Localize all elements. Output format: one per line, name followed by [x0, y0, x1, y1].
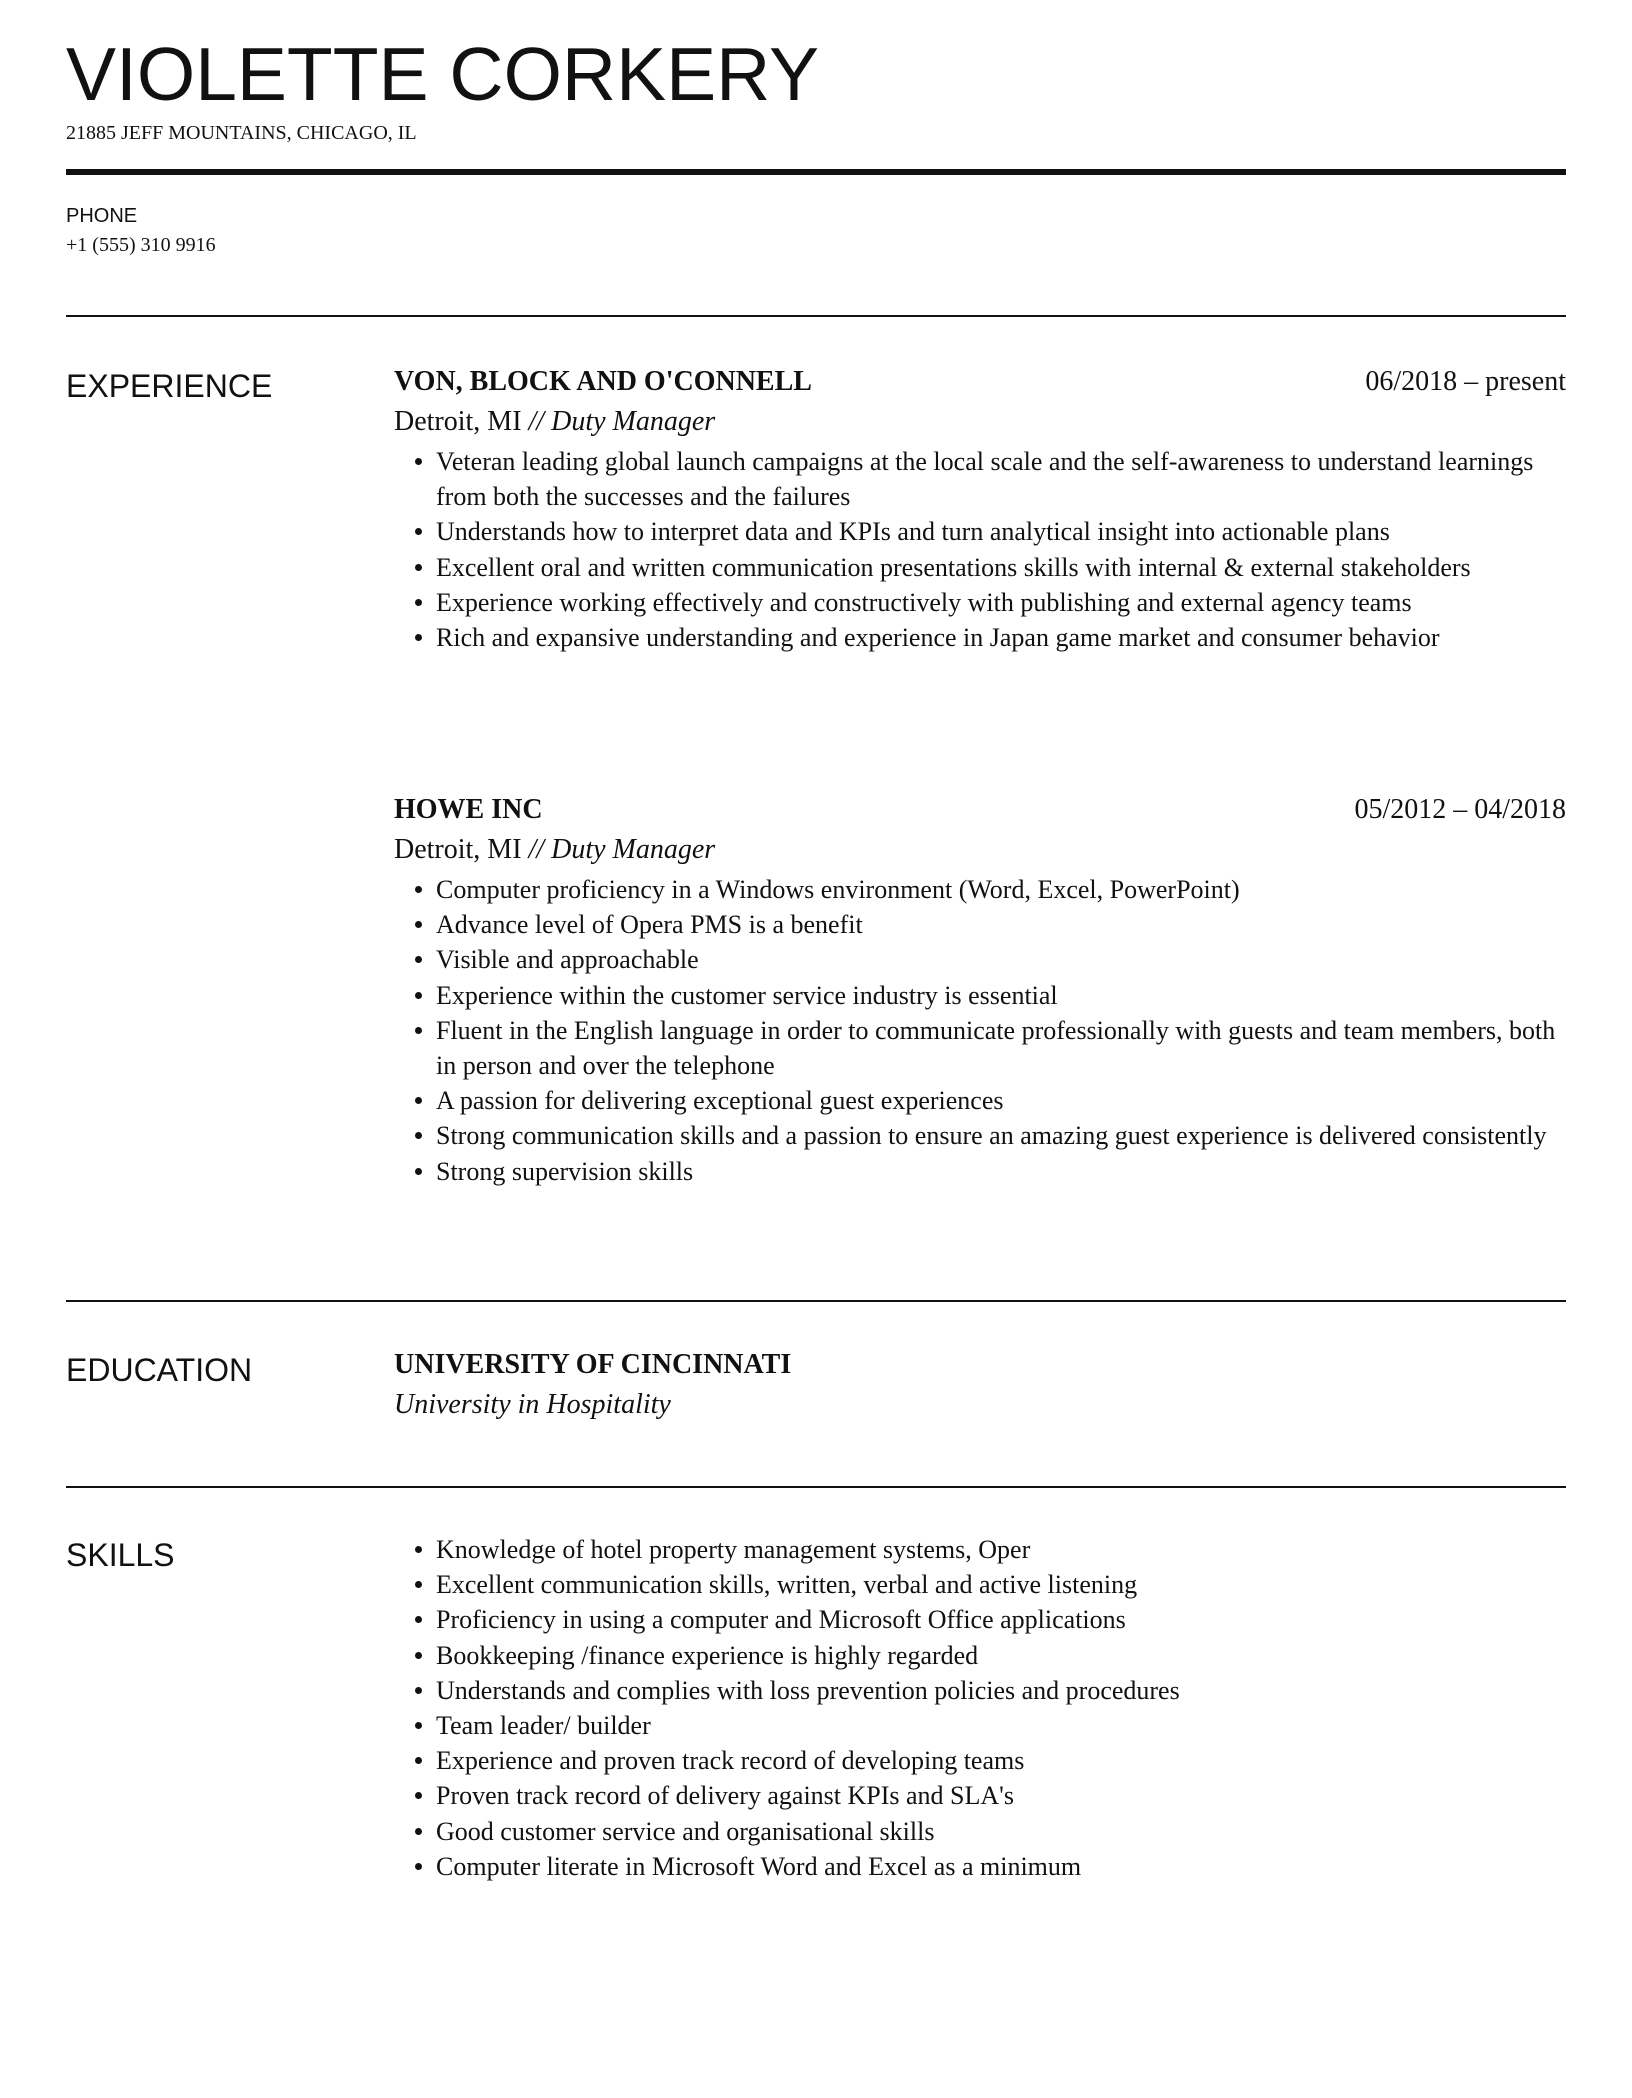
job-bullet: Fluent in the English language in order to communicate professionally with guests and team members, both in person and over the telephone — [394, 1013, 1566, 1083]
job-bullet: Understands how to interpret data and KPIs and turn analytical insight into actionable plans — [394, 514, 1566, 549]
job-bullet: Advance level of Opera PMS is a benefit — [394, 907, 1566, 942]
skill-item: Understands and complies with loss prevention policies and procedures — [394, 1673, 1566, 1708]
job-bullet: Computer proficiency in a Windows environment (Word, Excel, PowerPoint) — [394, 872, 1566, 907]
job-bullet: Visible and approachable — [394, 942, 1566, 977]
section-divider-experience — [66, 315, 1566, 317]
job-bullet: Strong communication skills and a passion to ensure an amazing guest experience is delivered consistently — [394, 1118, 1566, 1153]
education-section — [394, 1345, 1566, 1425]
job-bullet: Veteran leading global launch campaigns at the local scale and the self-awareness to understand learnings from both the successes and the failures — [394, 444, 1566, 514]
candidate-name: VIOLETTE CORKERY — [66, 32, 819, 116]
job-header — [394, 790, 1566, 830]
skill-item: Good customer service and organisational skills — [394, 1814, 1566, 1849]
skills-section — [394, 1532, 1566, 1884]
skill-item: Experience and proven track record of developing teams — [394, 1743, 1566, 1778]
job-location: Detroit, MI — [394, 406, 522, 437]
section-divider-skills — [66, 1486, 1566, 1488]
job-dates: 06/2018 – present — [1365, 366, 1566, 397]
job-subline — [394, 402, 1566, 442]
education-section-title: EDUCATION — [66, 1352, 253, 1388]
job-bullet: Experience working effectively and constructively with publishing and external agency teams — [394, 585, 1566, 620]
job-bullet: Experience within the customer service industry is essential — [394, 978, 1566, 1013]
section-divider-education — [66, 1300, 1566, 1302]
job-entry-1 — [394, 362, 1566, 655]
education-degree: University in Hospitality — [394, 1389, 671, 1420]
job-bullet: A passion for delivering exceptional guest experiences — [394, 1083, 1566, 1118]
job-subline — [394, 830, 1566, 870]
header-divider — [66, 169, 1566, 175]
skill-item: Proficiency in using a computer and Microsoft Office applications — [394, 1602, 1566, 1637]
skills-list — [394, 1532, 1566, 1884]
job-company: VON, BLOCK AND O'CONNELL — [394, 366, 812, 397]
skill-item: Excellent communication skills, written, verbal and active listening — [394, 1567, 1566, 1602]
education-school: UNIVERSITY OF CINCINNATI — [394, 1349, 792, 1380]
skills-section-title: SKILLS — [66, 1537, 175, 1573]
job-bullet-list — [394, 872, 1566, 1189]
job-separator: // — [528, 834, 545, 865]
experience-section — [394, 362, 1566, 655]
phone-label: PHONE — [66, 205, 138, 227]
experience-section-title: EXPERIENCE — [66, 368, 273, 404]
phone-number: +1 (555) 310 9916 — [66, 234, 216, 256]
job-header — [394, 362, 1566, 402]
job-bullet: Rich and expansive understanding and experience in Japan game market and consumer behavior — [394, 620, 1566, 655]
job-role: Duty Manager — [551, 834, 716, 865]
job-dates: 05/2012 – 04/2018 — [1354, 794, 1566, 825]
job-separator: // — [528, 406, 545, 437]
skill-item: Proven track record of delivery against KPIs and SLA's — [394, 1778, 1566, 1813]
job-bullet-list — [394, 444, 1566, 655]
skill-item: Bookkeeping /finance experience is highly regarded — [394, 1638, 1566, 1673]
job-role: Duty Manager — [551, 406, 716, 437]
job-company: HOWE INC — [394, 794, 543, 825]
skill-item: Knowledge of hotel property management systems, Oper — [394, 1532, 1566, 1567]
experience-section-continued — [394, 790, 1566, 1189]
job-entry-2 — [394, 790, 1566, 1189]
skill-item: Computer literate in Microsoft Word and Excel as a minimum — [394, 1849, 1566, 1884]
job-location: Detroit, MI — [394, 834, 522, 865]
job-bullet: Strong supervision skills — [394, 1154, 1566, 1189]
candidate-address: 21885 JEFF MOUNTAINS, CHICAGO, IL — [66, 122, 417, 144]
skill-item: Team leader/ builder — [394, 1708, 1566, 1743]
job-bullet: Excellent oral and written communication presentations skills with internal & external stakeholders — [394, 550, 1566, 585]
